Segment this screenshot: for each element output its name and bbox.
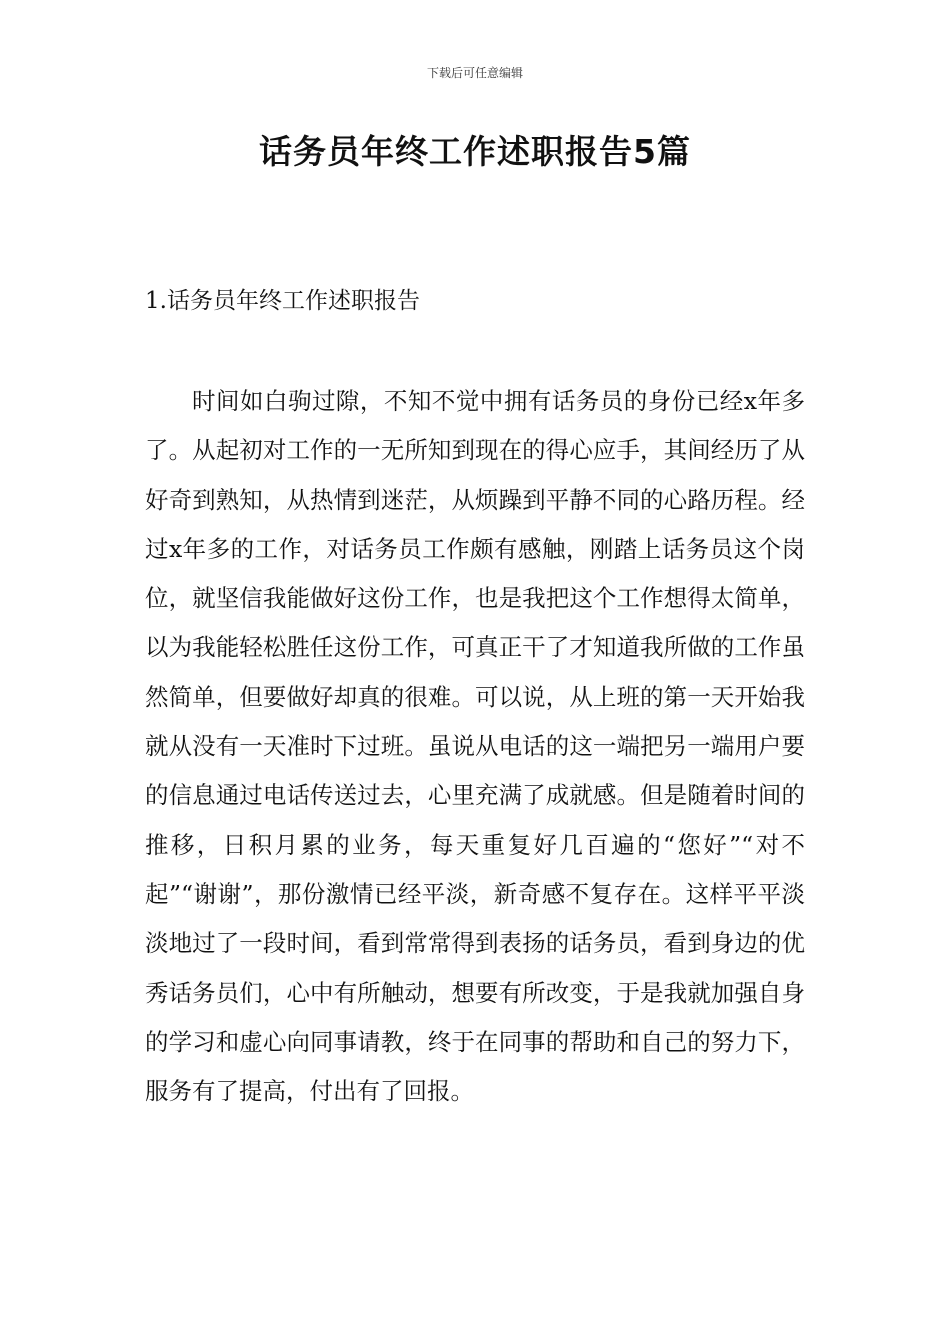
section-heading: 1.话务员年终工作述职报告 <box>145 288 420 314</box>
header-note: 下载后可任意编辑 <box>426 66 523 80</box>
body-paragraph: 时间如白驹过隙，不知不觉中拥有话务员的身份已经x年多了。从起初对工作的一无所知到现在的得心应手，其间经历了从好奇到熟知，从热情到迷茫，从烦躁到平静不同的心路历程。经过x年多的工作，对话务员工作颇有感触，刚踏上话务员这个岗位，就坚信我能做好这份工作，也是我把这个工作想得太简单，以为我能轻松胜任这份工作，可真正干了才知道我所做的工作虽然简单，但要做好却真的很难。可以说，从上班的第一天开始我就从没有一天准时下过班。虽说从电话的这一端把另一端用户要的信息通过电话传送过去，心里充满了成就感。但是随着时间的推移，日积月累的业务，每天重复好几百遍的“您好”“对不起”“谢谢”，那份激情已经平淡，新奇感不复存在。这样平平淡淡地过了一段时间，看到常常得到表扬的话务员，看到身边的优秀话务员们，心中有所触动，想要有所改变，于是我就加强自身的学习和虚心向同事请教，终于在同事的帮助和自己的努力下，服务有了提高，付出有了回报。 <box>145 387 805 1106</box>
document-title: 话务员年终工作述职报告5篇 <box>259 132 691 171</box>
